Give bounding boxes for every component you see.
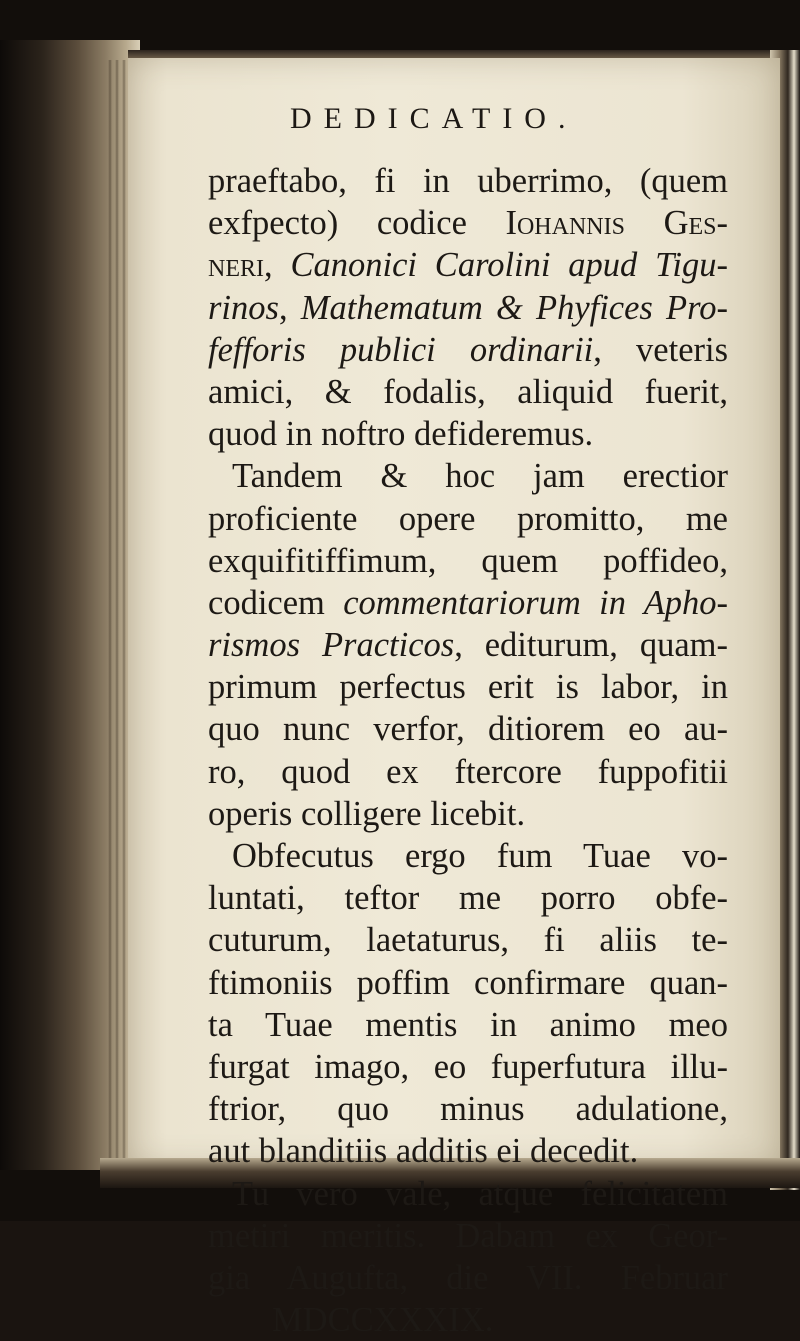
text-line (208, 1257, 728, 1299)
text-segment: gia Augufta, die VII. Februar (208, 1258, 728, 1297)
text-line (208, 244, 728, 286)
text-line (208, 666, 728, 708)
text-segment: operis colligere licebit. (208, 794, 526, 833)
text-segment: rinos (208, 288, 279, 327)
text-segment: ftimoniis poffim confirmare quan- (208, 963, 728, 1002)
text-line (208, 751, 728, 793)
text-segment: Tandem & hoc jam erectior (232, 457, 728, 496)
text-segment: ro, quod ex ftercore fuppofitii (208, 752, 728, 791)
text-line (208, 624, 728, 666)
text-segment: , veteris (593, 330, 728, 369)
text-segment: ta Tuae mentis in animo meo (208, 1005, 728, 1044)
text-line (208, 835, 728, 877)
text-segment: furgat imago, eo fuperfutura illu- (208, 1047, 728, 1086)
text-segment: amici, & fodalis, aliquid fuerit, (208, 372, 728, 411)
text-segment: exquifitiffimum, quem poffideo, (208, 541, 728, 580)
text-line (208, 708, 728, 750)
text-segment: MDCCXXXIX. (272, 1301, 494, 1340)
text-segment: codicem (208, 583, 344, 622)
text-segment: neri (208, 246, 264, 285)
text-segment: Mathematum & Phyfices Pro- (300, 288, 728, 327)
text-segment: metiri meritis. Dabam ex Geor- (208, 1216, 728, 1255)
text-line (208, 202, 728, 244)
text-line (208, 1130, 728, 1172)
text-segment: Tu vero vale, atque felicitatem (232, 1174, 728, 1213)
text-line (208, 1004, 728, 1046)
text-segment: quod in noftro defideremus. (208, 415, 594, 454)
text-segment: , (278, 288, 301, 327)
text-line (208, 371, 728, 413)
text-segment: luntati, teftor me porro obfe- (208, 879, 728, 918)
text-line (208, 919, 728, 961)
text-line (208, 1215, 728, 1257)
dedication-text (208, 160, 728, 1341)
text-segment: Iohannis Ges- (505, 204, 728, 243)
text-segment: exfpecto) codice (208, 204, 506, 243)
text-segment: rismos Practicos (208, 626, 455, 665)
text-line (208, 540, 728, 582)
text-segment: , editurum, quam- (454, 626, 728, 665)
text-line (208, 455, 728, 497)
text-segment: Canonici Carolini apud Tigu- (290, 246, 728, 285)
text-segment: praeftabo, fi in uberrimo, (quem (208, 162, 728, 200)
text-line (208, 1173, 728, 1215)
text-line (208, 1088, 728, 1130)
text-line (208, 329, 728, 371)
text-segment: Obfecutus ergo fum Tuae vo- (232, 837, 728, 875)
text-line (208, 287, 728, 329)
text-line (208, 1046, 728, 1088)
text-segment: aut blanditiis additis ei decedit. (208, 1132, 639, 1171)
running-head: DEDICATIO. (290, 102, 578, 135)
text-segment: , (264, 246, 291, 285)
text-segment: fefforis publici ordinarii (208, 330, 594, 369)
text-line (208, 1299, 728, 1341)
text-line (208, 582, 728, 624)
text-line (208, 160, 728, 202)
text-segment: primum perfectus erit is labor, in (208, 668, 728, 707)
text-line (208, 962, 728, 1004)
text-segment: commentariorum in Apho- (343, 583, 728, 622)
text-line (208, 793, 728, 835)
text-line (208, 877, 728, 919)
text-line (208, 498, 728, 540)
text-segment: proficiente opere promitto, me (208, 499, 728, 538)
text-segment: ftrior, quo minus adulatione, (208, 1090, 728, 1129)
text-segment: quo nunc verfor, ditiorem eo au- (208, 710, 728, 749)
text-segment: cuturum, laetaturus, fi aliis te- (208, 921, 728, 960)
text-line (208, 413, 728, 455)
